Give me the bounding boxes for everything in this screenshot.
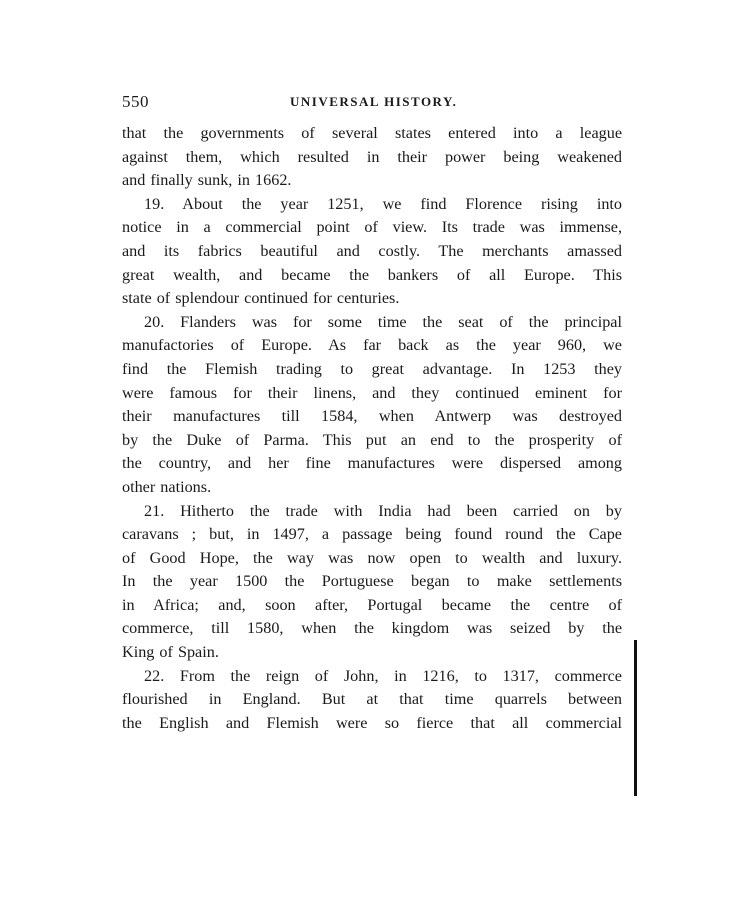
text-line: manufactories of Europe. As far back as the year 960, we	[122, 336, 622, 355]
text-line: state of splendour continued for centuries.	[122, 289, 400, 308]
text-line: In the year 1500 the Portuguese began to make settlements	[122, 572, 622, 591]
text-line: in Africa; and, soon after, Portugal became the centre of	[122, 595, 622, 614]
text-line: and its fabrics beautiful and costly. The merchants amassed	[122, 241, 622, 260]
text-line: 19. About the year 1251, we find Florence rising into	[144, 194, 622, 213]
text-line: against them, which resulted in their power being weakened	[122, 147, 622, 166]
text-line: and finally sunk, in 1662.	[122, 171, 292, 190]
text-line: by the Duke of Parma. This put an end to the prosperity of	[122, 430, 622, 449]
text-line: were famous for their linens, and they continued eminent for	[122, 383, 622, 402]
text-line: King of Spain.	[122, 643, 219, 662]
text-line: other nations.	[122, 477, 212, 496]
text-line: flourished in England. But at that time quarrels between	[122, 690, 622, 709]
text-line: 20. Flanders was for some time the seat of the principal	[144, 312, 622, 331]
text-line: of Good Hope, the way was now open to wealth and luxury.	[122, 548, 622, 567]
book-page	[122, 92, 622, 735]
text-line: that the governments of several states entered into a league	[122, 124, 622, 142]
margin-rule	[634, 640, 637, 796]
page-number: 550	[122, 92, 149, 111]
text-line: 22. From the reign of John, in 1216, to 1317, commerce	[144, 666, 622, 685]
text-line: caravans ; but, in 1497, a passage being found round the Cape	[122, 525, 622, 544]
text-line: notice in a commercial point of view. Its trade was immense,	[122, 218, 622, 237]
text-line: their manufactures till 1584, when Antwerp was destroyed	[122, 407, 622, 426]
text-line: find the Flemish trading to great advantage. In 1253 they	[122, 359, 622, 378]
running-head: UNIVERSAL HISTORY.	[290, 94, 458, 109]
text-line: 21. Hitherto the trade with India had been carried on by	[144, 501, 622, 520]
text-line: the English and Flemish were so fierce that all commercial	[122, 713, 622, 732]
page-header	[122, 92, 622, 118]
text-line: the country, and her fine manufactures were dispersed among	[122, 454, 622, 473]
body-text	[122, 122, 622, 735]
text-line: great wealth, and became the bankers of all Europe. This	[122, 265, 622, 284]
text-line: commerce, till 1580, when the kingdom was seized by the	[122, 619, 622, 638]
